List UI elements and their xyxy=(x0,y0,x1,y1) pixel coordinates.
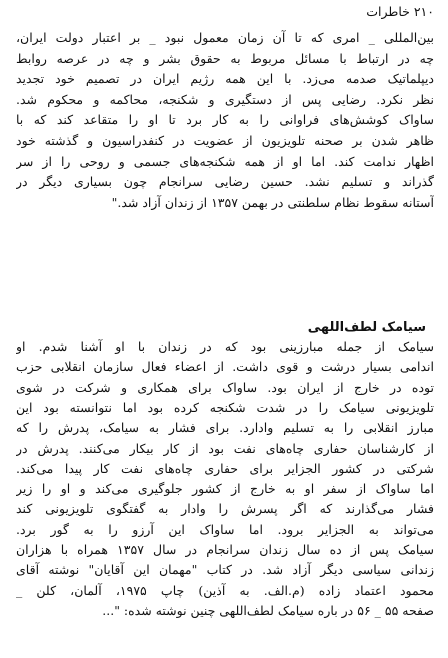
text-line: نظر نکرد. رضایی پس از دستگیری و شکنجه، محاکمه و محکوم شد. xyxy=(16,91,434,107)
text-line: بین‌المللی _ امری که تا آن زمان معمول نبود _ بر اعتبار دولت ایران، xyxy=(16,30,434,45)
text-line: شرکتی در کشور الجزایر برای حفاری چاه‌های نفت کار پیدا می‌کند. xyxy=(16,460,434,476)
text-line: توده در خارج از ایران بود. ساواک برای همکاری و شرکت در شوی xyxy=(16,379,434,395)
running-head: ۲۱۰ خاطرات xyxy=(366,4,434,19)
text-line: گذراند و تسلیم نشد. حسین رضایی سرانجام چون بسیاری دیگر در xyxy=(16,174,434,190)
text-line: مبارز انقلابی را به تسلیم وادارد. برای فشار به سیامک، پدرش را که xyxy=(16,420,434,436)
text-line: محمود اعتماد زاده (م.الف. به آذین) چاپ ۱۹۷۵، آلمان، کلن _ xyxy=(16,582,434,598)
text-line: سیامک از جمله مبارزینی بود که در زندان با او آشنا شدم. او xyxy=(16,339,434,354)
text-line: تلویزیونی سیامک را در شدت شکنجه کرده بود اما نتوانسته بود این xyxy=(16,399,434,415)
text-line: از کارشناسان حفاری چاه‌های نفت بود از کار بیکار می‌کنند. پدرش در xyxy=(16,440,434,456)
text-line: فشار می‌گذارند که اگر پسرش را وادار به گفتگوی تلویزیونی کند xyxy=(16,501,434,517)
text-line: آستانه سقوط نظام سلطنتی در بهمن ۱۳۵۷ از زندان آزاد شد." xyxy=(111,194,434,210)
text-line: ظاهر شدن بر صحنه تلویزیون از عضویت در کنفدراسیون و گذشته خود xyxy=(16,133,434,148)
text-line: اما ساواک از سفر او به خارج از کشور جلوگیری می‌کند و او را زیر xyxy=(16,481,434,497)
text-line: دیپلماتیک صدمه می‌زد. با این همه رژیم ایران در تصمیم خود تجدید xyxy=(16,71,434,87)
text-line: اندامی بسیار درشت و قوی داشت. از اعضاء فعال سازمان انقلابی حزب xyxy=(16,359,434,375)
text-line: ساواک کوشش‌های فراوانی را به کار برد تا او را متقاعد کند که با xyxy=(16,112,434,128)
text-line: صفحه ۵۵ _ ۵۶ در باره سیامک لطف‌اللهی چنین نوشته شده: "... xyxy=(102,602,434,618)
text-line: سیامک پس از ده سال زندان سرانجام در سال ۱۳۵۷ همراه با هزاران xyxy=(16,542,434,557)
section-heading: سیامک لطف‌اللهی xyxy=(307,320,426,335)
text-line: اظهار ندامت کند. اما او از همه شکنجه‌های جسمی و روحی را از سر xyxy=(16,153,434,169)
text-line: می‌تواند به الجزایر برود. اما ساواک این آرزو را به گور برد. xyxy=(16,521,434,537)
text-line: چه در ارتباط با مسائل مربوط به حقوق بشر و چه در عرصه روابط xyxy=(16,50,434,66)
text-line: زندانی سیاسی دیگر آزاد شد. در کتاب "مهمان این آقایان" نوشته آقای xyxy=(16,562,434,578)
